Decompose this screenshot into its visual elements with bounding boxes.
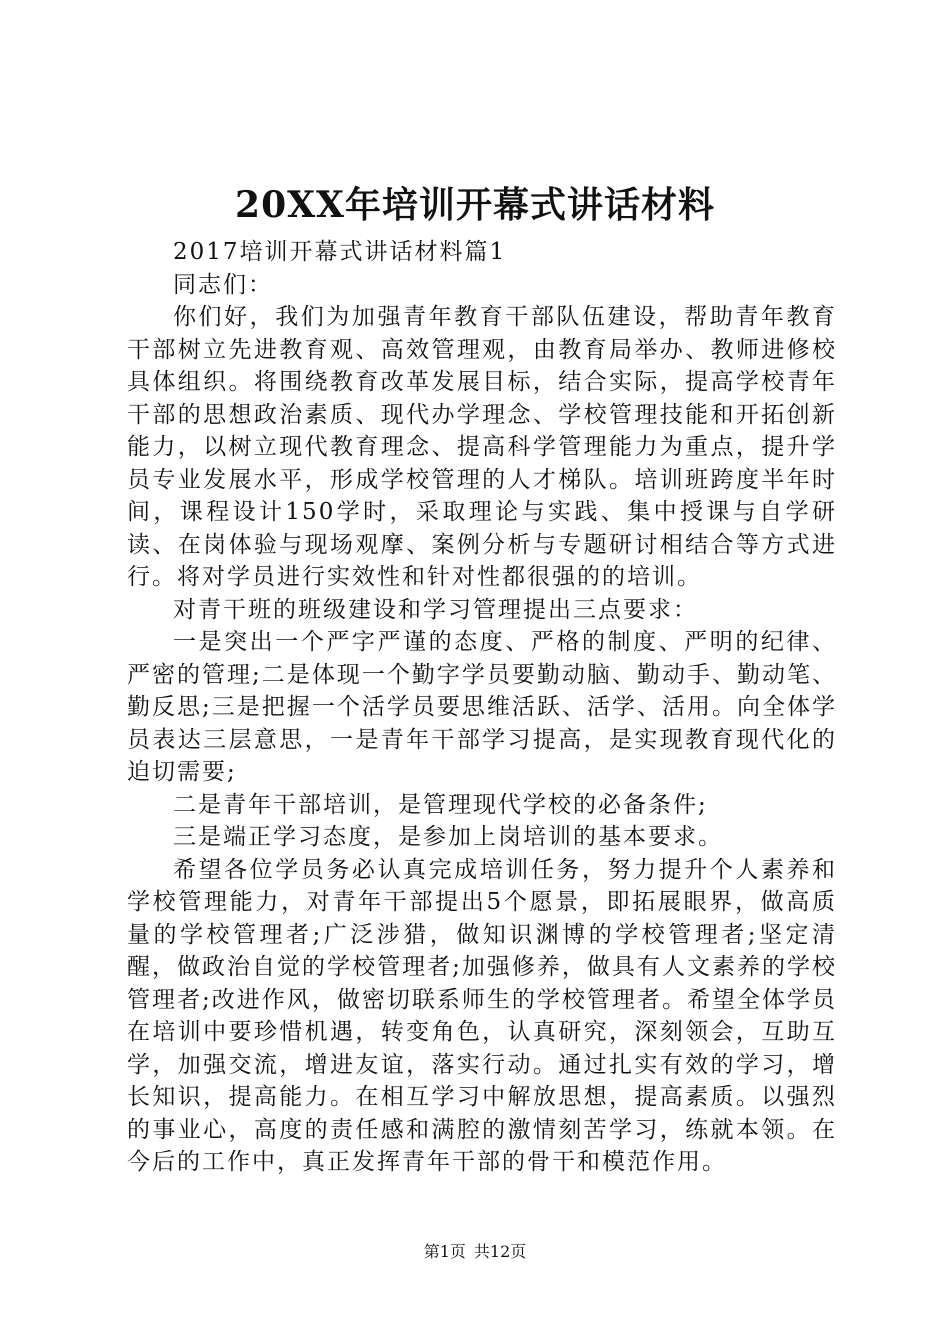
body-paragraph: 你们好，我们为加强青年教育干部队伍建设，帮助青年教育干部树立先进教育观、高效管理观，由教育局举办、教师进修校具体组织。将围绕教育改革发展目标，结合实际，提高学校青年干部的思想政治素质、现代办学理念、学校管理技能和开拓创新能力，以树立现代教育理念、提高科学管理能力为重点，提升学员专业发展水平，形成学校管理的人才梯队。培训班跨度半年时间，课程设计150学时，采取理论与实践、集中授课与自学研读、在岗体验与现场观摩、案例分析与专题研讨相结合等方式进行。将对学员进行实效性和针对性都很强的的培训。 <box>127 304 837 590</box>
section-heading: 2017培训开幕式讲话材料篇1 <box>173 239 507 265</box>
salutation: 同志们： <box>173 271 273 298</box>
document-title: 20XX年培训开幕式讲话材料 <box>235 184 715 226</box>
page-number: 第1页 <box>423 1242 466 1261</box>
document-body <box>127 236 837 1179</box>
page-footer <box>0 1241 950 1263</box>
page-total: 共12页 <box>473 1242 527 1261</box>
body-paragraph: 二是青年干部培训，是管理现代学校的必备条件; <box>173 791 708 818</box>
body-paragraph: 三是端正学习态度，是参加上岗培训的基本要求。 <box>173 824 723 850</box>
body-paragraph: 一是突出一个严字严谨的态度、严格的制度、严明的纪律、严密的管理;二是体现一个勤字学员要勤动脑、勤动手、勤动笔、勤反思;三是把握一个活学员要思维活跃、活学、活用。向全体学员表达三层意思，一是青年干部学习提高，是实现教育现代化的迫切需要; <box>127 629 837 785</box>
body-paragraph: 希望各位学员务必认真完成培训任务，努力提升个人素养和学校管理能力，对青年干部提出5个愿景，即拓展眼界，做高质量的学校管理者;广泛涉猎，做知识渊博的学校管理者;坚定清醒，做政治自觉的学校管理者;加强修养，做具有人文素养的学校管理者;改进作风，做密切联系师生的学校管理者。希望全体学员在培训中要珍惜机遇，转变角色，认真研究，深刻领会，互助互学，加强交流，增进友谊，落实行动。通过扎实有效的学习，增长知识，提高能力。在相互学习中解放思想，提高素质。以强烈的事业心，高度的责任感和满腔的激情刻苦学习，练就本领。在今后的工作中，真正发挥青年干部的骨干和模范作用。 <box>127 856 837 1175</box>
body-paragraph: 对青干班的班级建设和学习管理提出三点要求： <box>173 596 698 623</box>
